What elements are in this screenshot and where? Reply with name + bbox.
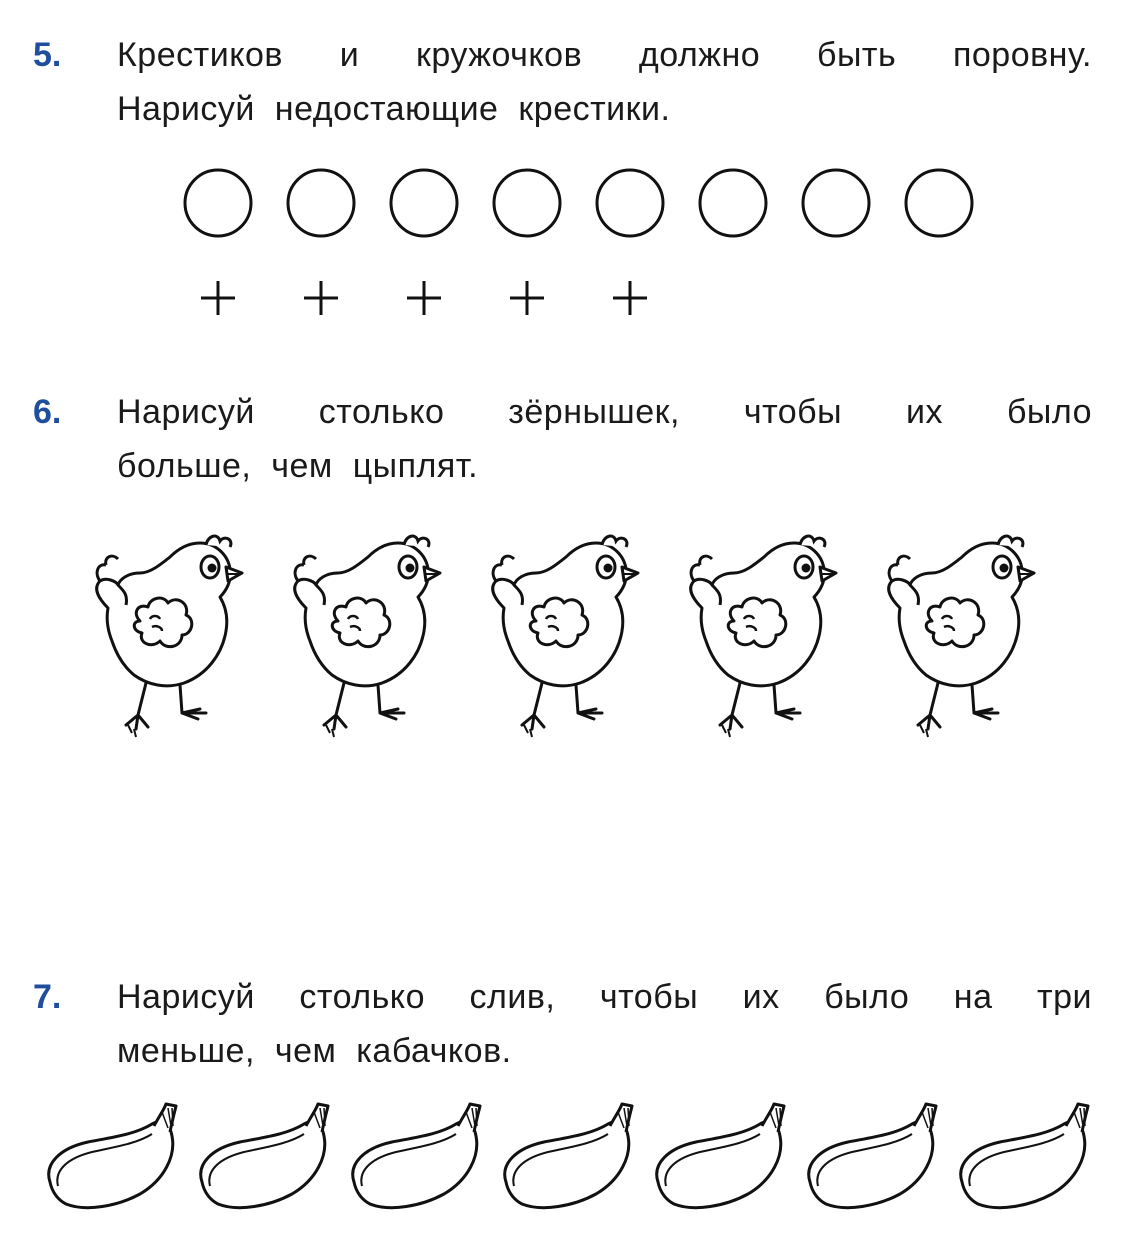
instruction-line: Крестиков и кружочков должно быть поровну. (117, 36, 1092, 74)
zucchini-icon (353, 1104, 480, 1208)
task-instruction (117, 385, 1092, 493)
circle-shape (391, 170, 457, 236)
task-number: 6. (33, 393, 62, 431)
circle-shape (597, 170, 663, 236)
cross-icon (407, 281, 441, 315)
zucchini-icon (809, 1104, 936, 1208)
crosses-row (0, 270, 1122, 330)
zucchini-icon (505, 1104, 632, 1208)
chick-icon (295, 536, 440, 737)
cross-icon (304, 281, 338, 315)
chick-icon (889, 536, 1034, 737)
zucchini-icon (49, 1104, 176, 1208)
chicks-row (0, 525, 1122, 755)
chick-icon (493, 536, 638, 737)
task-number: 5. (33, 36, 62, 74)
zucchini-icon (201, 1104, 328, 1208)
cross-icon (201, 281, 235, 315)
instruction-line: Нарисуй недостающие крестики. (117, 90, 671, 128)
circle-shape (185, 170, 251, 236)
chick-icon (97, 536, 242, 737)
chick-icon (691, 536, 836, 737)
zucchini-row (0, 1100, 1122, 1220)
circle-shape (494, 170, 560, 236)
task-instruction (117, 970, 1092, 1078)
task-instruction (117, 28, 1092, 136)
circle-shape (803, 170, 869, 236)
instruction-line: больше, чем цыплят. (117, 447, 479, 485)
zucchini-icon (657, 1104, 784, 1208)
circle-shape (906, 170, 972, 236)
circle-shape (700, 170, 766, 236)
circles-row (0, 163, 1122, 243)
instruction-line: Нарисуй столько слив, чтобы их было на три (117, 978, 1092, 1016)
task-number: 7. (33, 978, 62, 1016)
cross-icon (613, 281, 647, 315)
cross-icon (510, 281, 544, 315)
instruction-line: меньше, чем кабачков. (117, 1032, 512, 1070)
instruction-line: Нарисуй столько зёрнышек, чтобы их было (117, 393, 1092, 431)
circle-shape (288, 170, 354, 236)
zucchini-icon (961, 1104, 1088, 1208)
